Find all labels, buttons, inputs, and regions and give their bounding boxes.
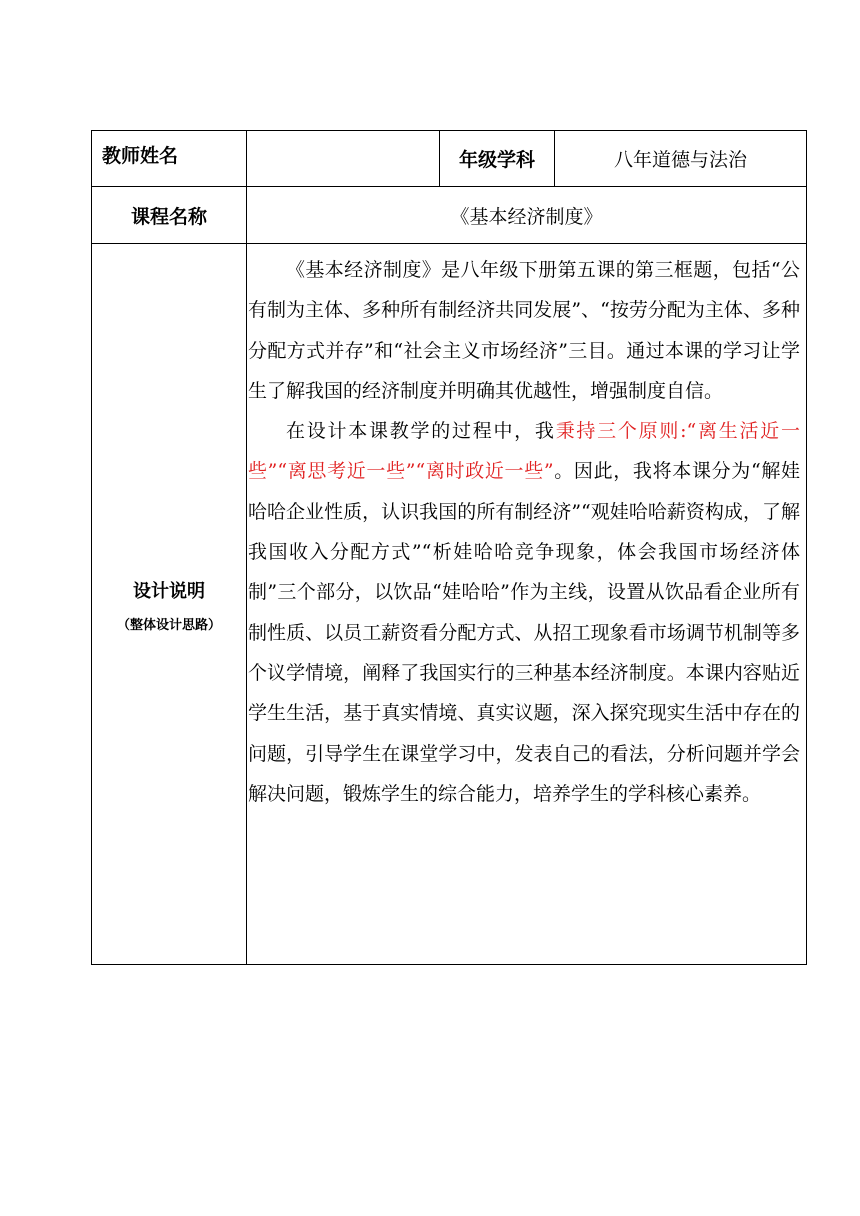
- course-name-value-text: 《基本经济制度》: [450, 205, 603, 228]
- design-notes-sublabel-text: （整体设计思路）: [116, 618, 221, 633]
- design-paragraph-2-lead: 在设计本课教学的过程中，我: [286, 420, 556, 443]
- teacher-name-value: [247, 131, 439, 186]
- teacher-name-label-text: 教师姓名: [102, 144, 179, 167]
- course-name-value: [247, 187, 806, 243]
- grade-subject-value-text: 八年道德与法治: [613, 149, 747, 171]
- design-notes-label: [92, 580, 246, 604]
- grade-subject-label-text: 年级学科: [458, 149, 535, 171]
- course-name-label-text: 课程名称: [130, 205, 207, 228]
- design-notes-sublabel: [92, 617, 246, 635]
- design-paragraph-2: [248, 411, 800, 814]
- grade-subject-label: [440, 131, 554, 186]
- teacher-name-label: [102, 131, 246, 177]
- design-notes-label-text: 设计说明: [133, 581, 205, 602]
- design-paragraph-1: 《基本经济制度》是八年级下册第五课的第三框题，包括“公有制为主体、多种所有制经济共同发展”、“按劳分配为主体、多种分配方式并存”和“社会主义市场经济”三目。通过本课的学习让学生了解我国的经济制度并明确其优越性，增强制度自信。: [248, 259, 800, 402]
- design-notes-content: [248, 250, 800, 814]
- row-divider: [91, 243, 807, 244]
- design-paragraph-2-rest: 。因此，我将本课分为“解娃哈哈企业性质，认识我国的所有制经济”“观娃哈哈薪资构成，了解我国收入分配方式”“析娃哈哈竞争现象，体会我国市场经济体制”三个部分，以饮品“娃哈哈”作为主线，设置从饮品看企业所有制性质、以员工薪资看分配方式、从招工现象看市场调节机制等多个议学情境，阐释了我国实行的三种基本经济制度。本课内容贴近学生生活，基于真实情境、真实议题，深入探究现实生活中存在的问题，引导学生在课堂学习中，发表自己的看法，分析问题并学会解决问题，锻炼学生的综合能力，培养学生的学科核心素养。: [248, 460, 800, 805]
- principles-highlight: 秉持三个原则:“离生活近一些”“离思考近一些”“离时政近一些”: [248, 420, 800, 483]
- column-divider: [246, 130, 247, 965]
- grade-subject-value: [555, 131, 806, 186]
- course-name-label: [92, 187, 246, 243]
